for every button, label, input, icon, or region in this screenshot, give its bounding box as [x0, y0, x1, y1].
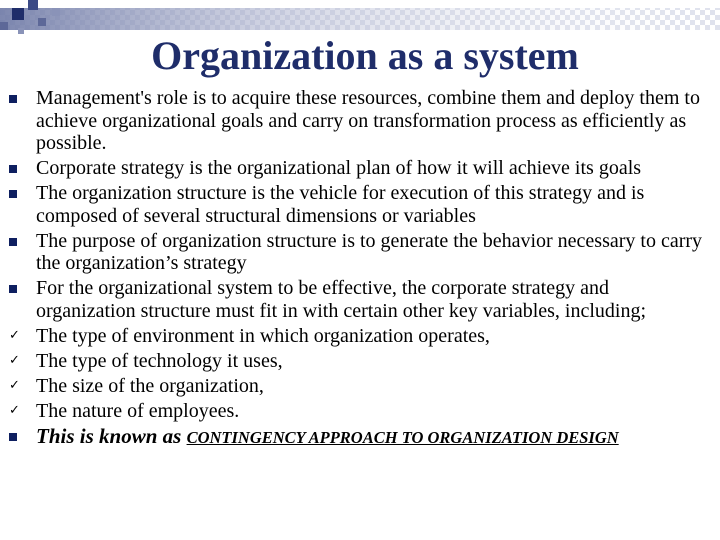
list-item [0, 230, 720, 275]
bullet-text: The purpose of organization structure is to generate the behavior necessary to carry the organization’s strategy [36, 229, 703, 274]
contingency-approach-text: CONTINGENCY APPROACH TO ORGANIZATION DESIGN [186, 427, 619, 447]
list-item [0, 350, 720, 373]
list-item [0, 87, 720, 155]
checkmark-icon: ✓ [9, 377, 20, 393]
square-bullet-icon [9, 238, 17, 246]
list-item [0, 157, 720, 180]
bullet-text: Management's role is to acquire these resources, combine them and deploy them to achieve organizational goals and carry on transformation process as efficiently as possible. [36, 87, 700, 154]
bullet-text: The organization structure is the vehicle for execution of this strategy and is composed of several structural dimensions or variables [36, 182, 645, 227]
bullet-text: The type of environment in which organization operates, [36, 324, 490, 347]
square-bullet-icon [9, 95, 17, 103]
emphasis-lead-text: This is known as [36, 423, 187, 448]
list-item [0, 182, 720, 227]
bullet-text: Corporate strategy is the organizational plan of how it will achieve its goals [36, 157, 642, 179]
list-item [0, 325, 720, 348]
list-item [0, 375, 720, 398]
checkmark-icon: ✓ [9, 352, 20, 368]
bullet-text: The nature of employees. [36, 399, 240, 422]
bullet-text: The type of technology it uses, [36, 349, 283, 372]
checkmark-icon: ✓ [9, 327, 20, 343]
square-bullet-icon [9, 285, 17, 293]
bullet-list [0, 87, 720, 451]
slide-title: Organization as a system [151, 33, 579, 78]
square-bullet-icon [9, 190, 17, 198]
list-item [0, 400, 720, 423]
list-item-emphasis [0, 425, 720, 449]
square-bullet-icon [9, 433, 17, 441]
bullet-text: The size of the organization, [36, 374, 264, 397]
list-item [0, 277, 720, 322]
square-bullet-icon [9, 165, 17, 173]
checkmark-icon: ✓ [9, 402, 20, 418]
bullet-text: For the organizational system to be effective, the corporate strategy and organization structure must fit in with certain other key variables, including; [36, 277, 647, 322]
